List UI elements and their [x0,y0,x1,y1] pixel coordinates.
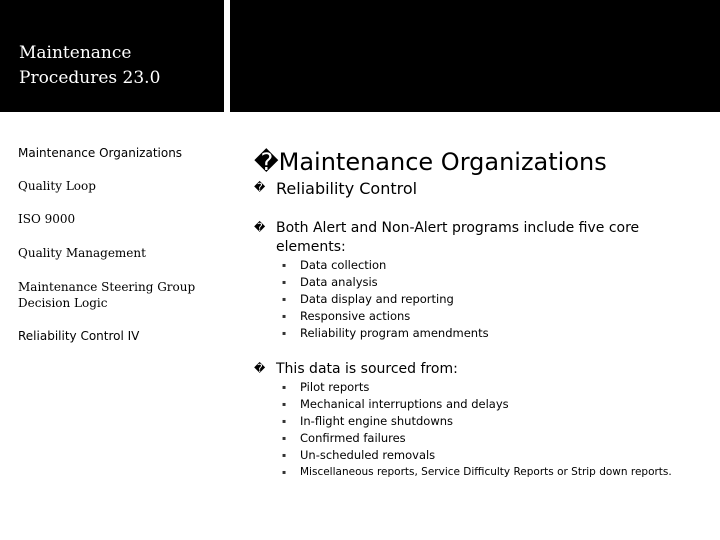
heading-bullet-icon: � [254,148,279,176]
nav-item-decision-logic[interactable]: Decision Logic [18,296,108,310]
square-bullet-icon: ▪ [282,279,287,286]
point-2: This data is sourced from: [276,361,458,377]
point-1-line-2: elements: [276,239,346,255]
subheading: Reliability Control [276,179,418,198]
square-bullet-icon: ▪ [282,469,287,476]
list-item: Mechanical interruptions and delays [300,397,509,411]
heading-text: Maintenance Organizations [278,148,607,176]
square-bullet-icon: ▪ [282,401,287,408]
list-item: Data analysis [300,275,378,289]
list-item: Confirmed failures [300,431,406,445]
nav-item-reliability-control-iv[interactable]: Reliability Control IV [18,329,140,343]
list-item: Reliability program amendments [300,326,489,340]
list-item: In-flight engine shutdowns [300,414,453,428]
title-line-1: Maintenance [19,43,132,63]
square-bullet-icon: ▪ [282,418,287,425]
square-bullet-icon: ▪ [282,435,287,442]
sub-bullet-icon: � [254,362,266,375]
list-item: Responsive actions [300,309,411,323]
square-bullet-icon: ▪ [282,452,287,459]
nav-item-quality-loop[interactable]: Quality Loop [18,179,96,193]
list-item: Pilot reports [300,380,370,394]
square-bullet-icon: ▪ [282,313,287,320]
list-item: Data collection [300,258,387,272]
title-line-2: Procedures 23.0 [19,68,161,88]
list-item: Un-scheduled removals [300,448,436,462]
nav-item-iso-9000[interactable]: ISO 9000 [18,212,76,226]
square-bullet-icon: ▪ [282,330,287,337]
square-bullet-icon: ▪ [282,384,287,391]
slide-heading [254,146,607,178]
presentation-title [19,41,160,91]
sub-bullet-icon: � [254,181,266,194]
nav-item-quality-management[interactable]: Quality Management [18,246,146,260]
list-item: Data display and reporting [300,292,454,306]
nav-item-maintenance-organizations[interactable]: Maintenance Organizations [18,146,183,160]
square-bullet-icon: ▪ [282,262,287,269]
sub-bullet-icon: � [254,221,266,234]
nav-item-maintenance-steering-group[interactable]: Maintenance Steering Group [18,280,196,294]
header-panel [230,0,720,112]
point-1-line-1: Both Alert and Non-Alert programs include five core [276,220,640,236]
square-bullet-icon: ▪ [282,296,287,303]
list-item: Miscellaneous reports, Service Difficulty Reports or Strip down reports. [300,466,672,478]
